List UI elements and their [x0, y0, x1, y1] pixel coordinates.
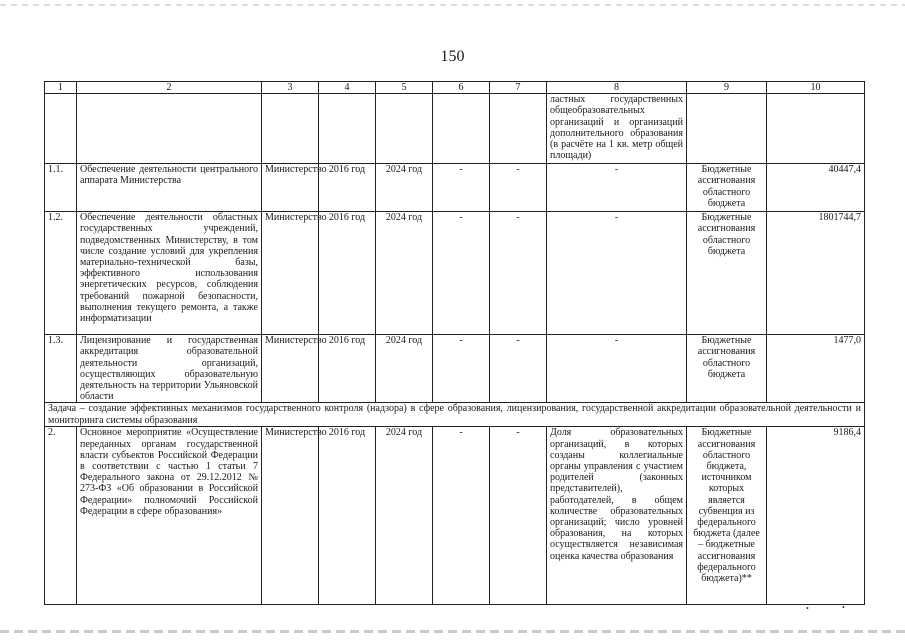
start-year: 2016 год [319, 164, 376, 212]
executor-cell: Министерство [262, 335, 319, 403]
table-row-1-2 [45, 212, 865, 335]
scan-speck: • [842, 603, 845, 612]
row-number: 1.3. [45, 335, 77, 403]
activity-name: Лицензирование и государственная аккредитация образовательной деятельности организаций, осуществляющих образовательную деятельность на территории Ульяновской области [77, 335, 262, 403]
row-number: 1.1. [45, 164, 77, 212]
executor-cell: Министерство [262, 164, 319, 212]
funding-amount: 40447,4 [767, 164, 865, 212]
funding-source: Бюджетные ассигнования областного бюджета [687, 212, 767, 335]
funding-source: Бюджетные ассигнования областного бюджета, источником которых является субвенция из федерального бюджета (далее – бюджетные ассигнования федерального бюджета)** [687, 427, 767, 605]
activity-name: Основное мероприятие «Осуществление переданных органам государственной власти субъектов Российской Федерации в соответствии с частью 1 статьи 7 Федерального закона от 29.12.2012 № 273-ФЗ «Об образовании в Российской Федерации» полномочий Российской Федерации в сфере образования» [77, 427, 262, 605]
funding-amount: 1477,0 [767, 335, 865, 403]
scan-artifact-top [0, 4, 905, 6]
row-number: 2. [45, 427, 77, 605]
funding-amount: 1801744,7 [767, 212, 865, 335]
task-description: Задача – создание эффективных механизмов государственного контроля (надзора) в сфере образования, лицензирования, государственной аккредитации образовательной деятельности и мониторинга системы образования [45, 403, 865, 427]
program-activities-table [44, 81, 865, 605]
page-number: 150 [440, 48, 465, 65]
end-year: 2024 год [376, 335, 433, 403]
end-year: 2024 год [376, 164, 433, 212]
funding-amount: 9186,4 [767, 427, 865, 605]
header-cell: 7 [490, 82, 547, 94]
header-cell: 2 [77, 82, 262, 94]
end-year: 2024 год [376, 427, 433, 605]
table-row-continuation [45, 94, 865, 164]
header-cell: 8 [547, 82, 687, 94]
executor-cell: Министерство [262, 427, 319, 605]
indicator-cell: Доля образовательных организаций, в которых созданы коллегиальные органы управления с участием родителей (законных представителей), работодателей, в общем количестве образовательных организаций; число уровней образования, на которых осуществляется независимая оценка качества образования [547, 427, 687, 605]
end-year: 2024 год [376, 212, 433, 335]
row-number: 1.2. [45, 212, 77, 335]
col6-cell: - [433, 164, 490, 212]
scan-artifact-bottom [0, 630, 905, 633]
activity-name: Обеспечение деятельности центрального аппарата Министерства [77, 164, 262, 212]
indicator-cell: ластных государственных общеобразовательных организаций и организаций дополнительного образования (в расчёте на 1 кв. метр общей площади) [547, 94, 687, 164]
indicator-cell: - [547, 164, 687, 212]
header-cell: 10 [767, 82, 865, 94]
task-row [45, 403, 865, 427]
start-year: 2016 год [319, 427, 376, 605]
funding-source: Бюджетные ассигнования областного бюджета [687, 335, 767, 403]
col7-cell: - [490, 427, 547, 605]
header-cell: 1 [45, 82, 77, 94]
table-row-1-1 [45, 164, 865, 212]
column-number-row [45, 82, 865, 94]
table-row-1-3 [45, 335, 865, 403]
indicator-cell: - [547, 212, 687, 335]
header-cell: 3 [262, 82, 319, 94]
col6-cell: - [433, 427, 490, 605]
executor-cell: Министерство [262, 212, 319, 335]
scan-speck: • [806, 604, 809, 613]
start-year: 2016 год [319, 335, 376, 403]
table-row-2 [45, 427, 865, 605]
header-cell: 5 [376, 82, 433, 94]
col7-cell: - [490, 164, 547, 212]
col6-cell: - [433, 212, 490, 335]
col7-cell: - [490, 212, 547, 335]
activity-name: Обеспечение деятельности областных государственных учреждений, подведомственных Министерству, в том числе создание условий для укрепления материально-технической базы, эффективного использования энергетических ресурсов, соблюдения требований пожарной безопасности, выполнения текущего ремонта, а также информатизации [77, 212, 262, 335]
header-cell: 4 [319, 82, 376, 94]
start-year: 2016 год [319, 212, 376, 335]
indicator-cell: - [547, 335, 687, 403]
header-cell: 6 [433, 82, 490, 94]
funding-source: Бюджетные ассигнования областного бюджета [687, 164, 767, 212]
col6-cell: - [433, 335, 490, 403]
col7-cell: - [490, 335, 547, 403]
header-cell: 9 [687, 82, 767, 94]
